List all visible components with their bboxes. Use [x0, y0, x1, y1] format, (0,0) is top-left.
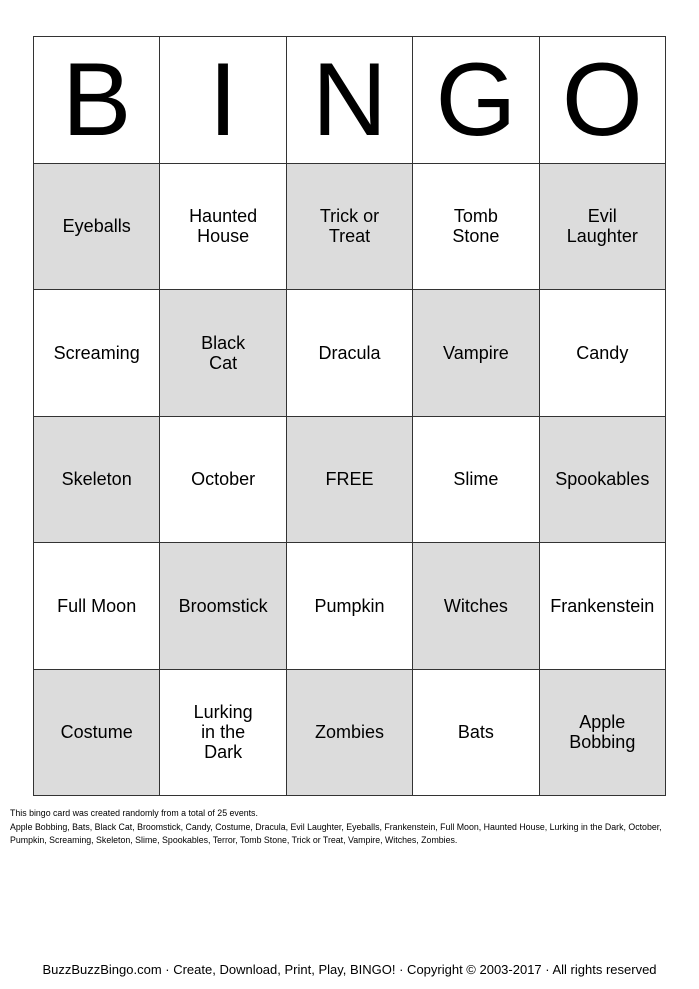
bingo-cell: Full Moon: [34, 543, 160, 670]
bingo-cell: Skeleton: [34, 417, 160, 544]
bingo-cell: October: [160, 417, 286, 544]
bingo-cell: Pumpkin: [287, 543, 413, 670]
bingo-card: [33, 36, 666, 796]
bingo-cell: Witches: [413, 543, 539, 670]
bingo-cell: Dracula: [287, 290, 413, 417]
bingo-cell: Zombies: [287, 670, 413, 797]
header-letter-o: O: [540, 37, 666, 164]
footer-copyright: BuzzBuzzBingo.com · Create, Download, Print, Play, BINGO! · Copyright © 2003-2017 · All rights reserved: [42, 962, 657, 977]
bingo-cell: Slime: [413, 417, 539, 544]
bingo-cell: Tomb Stone: [413, 164, 539, 291]
header-letter-n: N: [287, 37, 413, 164]
bingo-cell: Candy: [540, 290, 666, 417]
bingo-cell: Haunted House: [160, 164, 286, 291]
bingo-cell: Apple Bobbing: [540, 670, 666, 797]
bingo-cell: Eyeballs: [34, 164, 160, 291]
note-summary: This bingo card was created randomly from a total of 25 events.: [10, 808, 258, 818]
bingo-cell: Evil Laughter: [540, 164, 666, 291]
bingo-cell: Lurking in the Dark: [160, 670, 286, 797]
card-note: [10, 807, 690, 848]
header-letter-i: I: [160, 37, 286, 164]
note-events-list: Apple Bobbing, Bats, Black Cat, Broomstick, Candy, Costume, Dracula, Evil Laughter, Eyeballs, Frankenstein, Full Moon, Haunted House, Lurking in the Dark, October, Pumpkin, Screaming, Skeleton, Slime, Spookables, Terror, Tomb Stone, Trick or Treat, Vampire, Witches, Zombies.: [10, 821, 662, 846]
bingo-cell: Vampire: [413, 290, 539, 417]
bingo-cell: Trick or Treat: [287, 164, 413, 291]
bingo-cell: Black Cat: [160, 290, 286, 417]
header-letter-b: B: [34, 37, 160, 164]
bingo-cell: Bats: [413, 670, 539, 797]
bingo-cell: Spookables: [540, 417, 666, 544]
bingo-cell: Costume: [34, 670, 160, 797]
header-letter-g: G: [413, 37, 539, 164]
bingo-cell: Broomstick: [160, 543, 286, 670]
bingo-cell: Frankenstein: [540, 543, 666, 670]
bingo-cell: Screaming: [34, 290, 160, 417]
free-space-cell: FREE: [287, 417, 413, 544]
